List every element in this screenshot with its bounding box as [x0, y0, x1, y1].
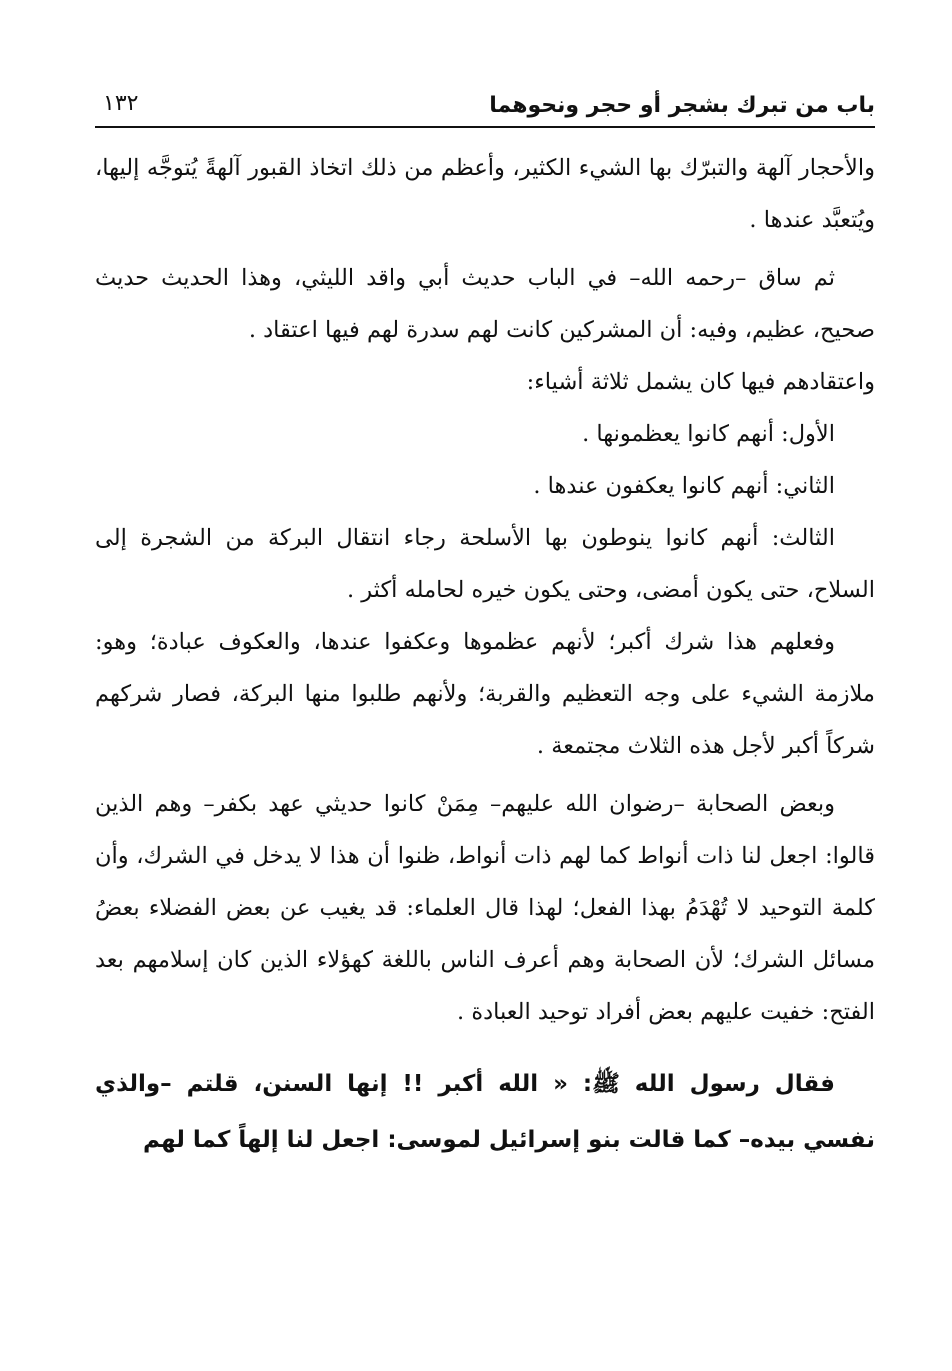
paragraph: والأحجار آلهة والتبرّك بها الشيء الكثير، وأعظم من ذلك اتخاذ القبور آلهةً يُتوجَّه إليها، ويُتعبَّد عندها . — [95, 155, 875, 233]
page-body — [95, 142, 875, 1168]
book-page — [95, 88, 875, 1191]
running-header — [95, 88, 875, 128]
paragraph: واعتقادهم فيها كان يشمل ثلاثة أشياء: — [526, 369, 875, 395]
list-item-second: الثاني: أنهم كانوا يعكفون عندها . — [533, 473, 835, 499]
list-item-third: الثالث: أنهم كانوا ينوطون بها الأسلحة رجاء انتقال البركة من الشجرة إلى السلاح، حتى يكون أمضى، وحتى يكون خيره لحامله أكثر . — [95, 525, 875, 603]
paragraph: وفعلهم هذا شرك أكبر؛ لأنهم عظموها وعكفوا عندها، والعكوف عبادة؛ وهو: ملازمة الشيء على وجه التعظيم والقربة؛ ولأنهم طلبوا منها البركة، فصار شركهم شركاً أكبر لأجل هذه الثلاث مجتمعة . — [95, 629, 875, 759]
page-number: ١٣٢ — [103, 91, 139, 116]
paragraph: وبعض الصحابة –رضوان الله عليهم– مِمَنْ كانوا حديثي عهد بكفر– وهم الذين قالوا: اجعل لنا ذات أنواط كما لهم ذات أنواط، ظنوا أن هذا لا يدخل في الشرك، وأن كلمة التوحيد لا تُهْدَمُ بهذا الفعل؛ لهذا قال العلماء: قد يغيب عن بعض الفضلاء بعضُ مسائل الشرك؛ لأن الصحابة وهم أعرف الناس باللغة كهؤلاء الذين كان إسلامهم بعد الفتح: خفيت عليهم بعض أفراد توحيد العبادة . — [95, 791, 875, 1025]
list-item-first: الأول: أنهم كانوا يعظمونها . — [582, 421, 835, 447]
hadith-quote: فقال رسول الله ﷺ: « الله أكبر !! إنها السنن، قلتم –والذي نفسي بيده– كما قالت بنو إسرائيل لموسى: اجعل لنا إلهاً كما لهم — [95, 1071, 875, 1153]
chapter-title: باب من تبرك بشجر أو حجر ونحوهما — [489, 93, 875, 118]
paragraph: ثم ساق –رحمه الله– في الباب حديث أبي واقد الليثي، وهذا الحديث حديث صحيح، عظيم، وفيه: أن المشركين كانت لهم سدرة لهم فيها اعتقاد . — [95, 265, 875, 343]
